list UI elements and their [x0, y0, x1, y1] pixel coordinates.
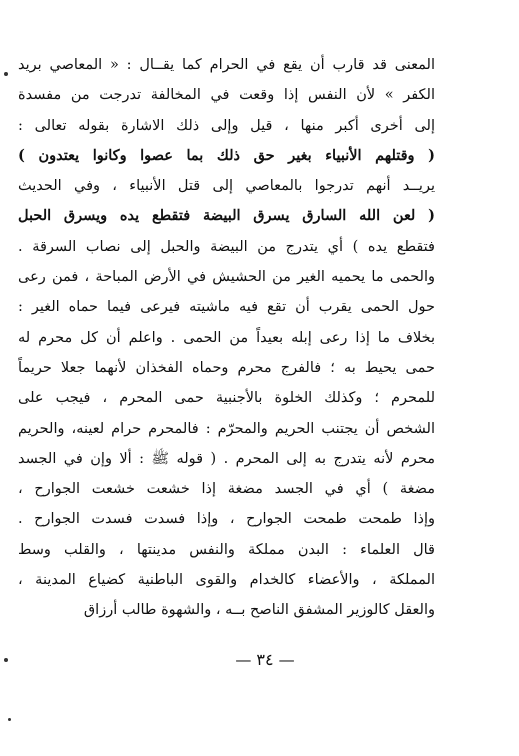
scan-speck [8, 718, 11, 721]
text-line-11: حمى يحيط به ؛ فالفرج محرم وحماه الفخذان لأنهما جعلا حريماً [18, 359, 435, 376]
quran-verse-line: ( وقتلهم الأنبياء بغير حق ذلك بما عصوا وكانوا يعتدون ) [18, 146, 435, 164]
hadith-line-1: ( لعن الله السارق يسرق البيضة فتقطع يده ويسرق الحبل [18, 207, 435, 225]
text-line-12: للمحرم ؛ وكذلك الخلوة بالأجنبية حمى المحرم ، فيجب على [18, 390, 435, 407]
text-line-3: إلى أخرى أكبر منها ، قيل وإلى ذلك الاشارة بقوله تعالى : [18, 117, 435, 134]
text-line-9: حول الحمى يقرب أن تقع فيه ماشيته فيرعى فيما حماه الغير : [18, 299, 435, 316]
text-line-10: بخلاف ما إذا رعى إبله بعيداً من الحمى . واعلم أن كل محرم له [18, 329, 435, 346]
hadith-line-2: فتقطع يده ) أي يتدرج من البيضة والحبل إلى نصاب السرقة . [18, 238, 435, 255]
text-line-16: وإذا طمحت طمحت الجوارح ، وإذا فسدت فسدت الجوارح . [18, 511, 435, 528]
text-line-13: الشخص أن يجتنب الحريم والمحرّم : فالمحرم حرام لعينه، والحريم [18, 420, 435, 437]
scan-speck [4, 72, 8, 76]
page-number: — ٣٤ — [235, 650, 295, 669]
text-line-17: قال العلماء : البدن مملكة والنفس مدينتها ، والقلب وسط [18, 541, 435, 558]
scan-speck [4, 658, 8, 662]
text-line-18: المملكة ، والأعضاء كالخدام والقوى الباطنية كضياع المدينة ، [18, 572, 435, 589]
text-line-15: مضغة ) أي في الجسد مضغة إذا خشعت خشعت الجوارح ، [18, 481, 435, 498]
text-line-2: الكفر » لأن النفس إذا وقعت في المخالفة تدرجت من مفسدة [18, 87, 435, 104]
body-text [18, 50, 435, 626]
text-line-19: والعقل كالوزير المشفق الناصح بــه ، والشهوة طالب أرزاق [83, 602, 435, 619]
text-line-1: المعنى قد قارب أن يقع في الحرام كما يقــال : « المعاصي بريد [18, 57, 435, 73]
text-line-14: محرم لأنه يتدرج به إلى المحرم . ( قوله ﷺ : ألا وإن في الجسد [18, 450, 435, 467]
text-line-5: يريــد أنهم تدرجوا بالمعاصي إلى قتل الأنبياء ، وفي الحديث [18, 178, 435, 195]
text-line-8: والحمى ما يحميه الغير من الحشيش في الأرض المباحة ، فمن رعى [18, 269, 435, 286]
